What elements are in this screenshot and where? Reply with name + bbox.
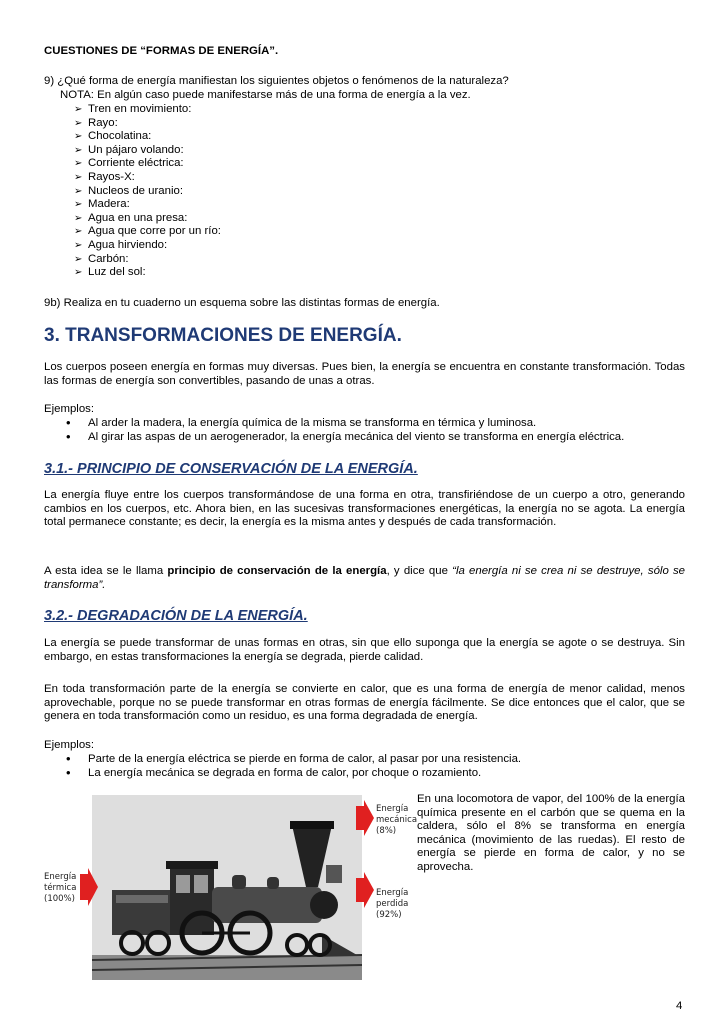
section-3-title: 3. TRANSFORMACIONES DE ENERGÍA.: [44, 325, 402, 346]
section-3-1-paragraph: La energía fluye entre los cuerpos transformándose de una forma en otra, transfiriéndose de un cuerpo a otro, generando cambios en los cuerpos, etc. Ahora bien, en las sucesivas transformaciones energéticas, la energía no se agota. La energía total permanece constante; es decir, la energía es la misma antes y después de cada transformación.: [44, 489, 685, 529]
label-thermal-energy: Energía térmica (100%): [44, 872, 77, 904]
arrow-bullet-icon: ➢: [74, 144, 83, 156]
arrow-bullet-icon: ➢: [74, 104, 83, 115]
arrow-bullet-icon: ➢: [74, 226, 83, 238]
bullet-icon: •: [66, 415, 71, 430]
section-3-1-title: 3.1.- PRINCIPIO DE CONSERVACIÓN DE LA ENERGÍA.: [44, 461, 418, 477]
list-item: ➢ Un pájaro volando:: [74, 143, 184, 156]
section-3-2-examples: [66, 751, 688, 780]
question-9-note: NOTA: En algún caso puede manifestarse más de una forma de energía a la vez.: [60, 89, 471, 101]
section-3-1-principle: A esta idea se le llama principio de conservación de la energía, y dice que “la energía ni se crea ni se destruye, sólo se transforma”.: [44, 565, 686, 591]
section-3-2-examples-label: Ejemplos:: [44, 739, 95, 751]
section-3-2-paragraph-2: En toda transformación parte de la energía se convierte en calor, que es una forma de energía de menor calidad, menos aprovechable, porque no se puede transformar en otras formas de energía fácilmente. Se dice entonces que el calor, que se genera en toda transformación como un residuo, es una forma degradada de energía.: [44, 683, 685, 723]
document-heading: CUESTIONES DE “FORMAS DE ENERGÍA”.: [44, 45, 279, 57]
mechanical-output-arrow-icon: [356, 800, 374, 836]
list-item: ➢ Corriente eléctrica:: [74, 157, 184, 170]
steam-locomotive-image: [92, 795, 362, 980]
section-3-2-title: 3.2.- DEGRADACIÓN DE LA ENERGÍA.: [44, 608, 308, 624]
bullet-icon: •: [66, 428, 71, 444]
section-3-examples: [66, 415, 688, 444]
list-item: ➢ Agua en una presa:: [74, 211, 188, 224]
list-item: ➢ Nucleos de uranio:: [74, 184, 183, 197]
arrow-bullet-icon: ➢: [74, 117, 83, 129]
section-3-paragraph: Los cuerpos poseen energía en formas muy diversas. Pues bien, la energía se encuentra en constante transformación. Todas las formas de energía son convertibles, pasando de unas a otras.: [44, 361, 685, 387]
list-item: • Al arder la madera, la energía química de la misma se transforma en térmica y luminosa.: [66, 415, 537, 430]
arrow-bullet-icon: ➢: [74, 171, 83, 183]
arrow-bullet-icon: ➢: [74, 185, 83, 197]
list-item: ➢ Madera:: [74, 198, 130, 211]
page-number: 4: [676, 1000, 683, 1012]
arrow-bullet-icon: ➢: [74, 212, 83, 224]
label-lost-energy: Energía perdida (92%): [376, 888, 409, 920]
arrow-bullet-icon: ➢: [74, 131, 83, 143]
section-3-2-paragraph-1: La energía se puede transformar de unas formas en otras, sin que ello suponga que la energía se agote o se destruya. Sin embargo, en estas transformaciones la energía se degrada, pierde calidad.: [44, 637, 685, 663]
question-9-list: [74, 103, 221, 280]
question-9b: 9b) Realiza en tu cuaderno un esquema sobre las distintas formas de energía.: [44, 297, 440, 309]
arrow-bullet-icon: ➢: [74, 239, 83, 251]
arrow-bullet-icon: ➢: [74, 253, 83, 265]
bullet-icon: •: [66, 764, 71, 780]
figure-caption: En una locomotora de vapor, del 100% de la energía química presente en el carbón que se quema en la caldera, sólo el 8% se transforma en energía mecánica (movimiento de las ruedas). El resto de energía se pierde en forma de calor, y no se aprovecha.: [417, 793, 685, 873]
label-mechanical-energy: Energía mecánica (8%): [376, 804, 418, 836]
list-item: • Parte de la energía eléctrica se pierde en forma de calor, al pasar por una resistencia.: [66, 751, 522, 766]
lost-energy-arrow-icon: [356, 872, 374, 908]
arrow-bullet-icon: ➢: [74, 199, 83, 211]
list-item: ➢ Tren en movimiento:: [74, 103, 192, 115]
arrow-bullet-icon: ➢: [74, 158, 83, 170]
list-item: ➢ Chocolatina:: [74, 130, 152, 143]
list-item: ➢ Agua hirviendo:: [74, 238, 168, 251]
list-item: ➢ Rayos-X:: [74, 170, 135, 183]
list-item: ➢ Luz del sol:: [74, 266, 146, 279]
list-item: ➢ Rayo:: [74, 116, 118, 129]
thermal-input-arrow-icon: [80, 868, 98, 906]
list-item: ➢ Agua que corre por un río:: [74, 225, 221, 238]
list-item: • Al girar las aspas de un aerogenerador, la energía mecánica del viento se transforma en energía eléctrica.: [66, 428, 625, 444]
list-item: ➢ Carbón:: [74, 252, 129, 265]
list-item: • La energía mecánica se degrada en forma de calor, por choque o rozamiento.: [66, 764, 482, 780]
arrow-bullet-icon: ➢: [74, 267, 83, 279]
question-9: 9) ¿Qué forma de energía manifiestan los siguientes objetos o fenómenos de la naturaleza?: [44, 75, 509, 87]
locomotive-illustration-icon: [92, 795, 362, 980]
bullet-icon: •: [66, 751, 71, 766]
section-3-examples-label: Ejemplos:: [44, 403, 95, 415]
